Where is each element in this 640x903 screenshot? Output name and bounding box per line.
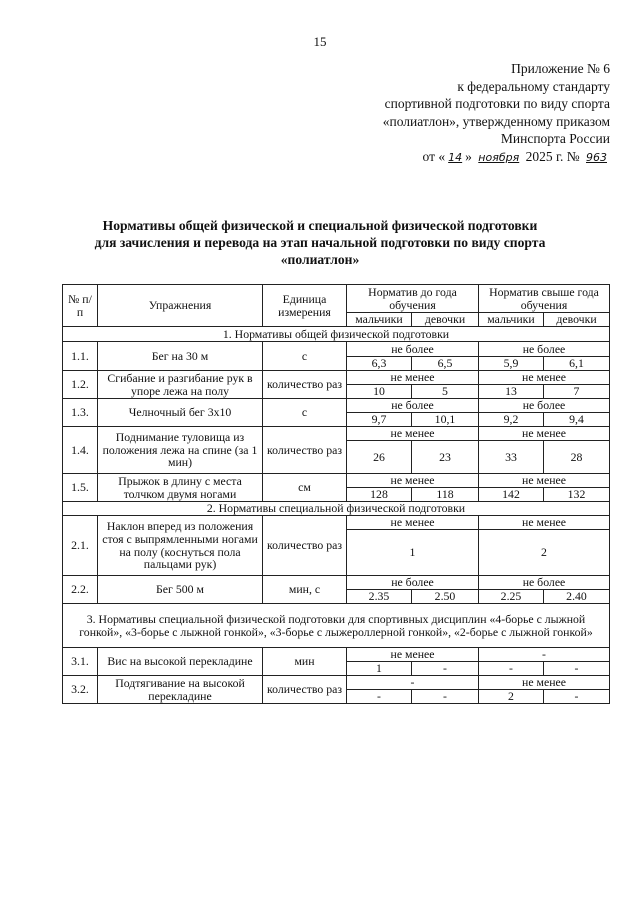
condition: не менее <box>479 676 610 690</box>
appendix-line: к федеральному стандарту <box>457 78 610 94</box>
header-girls: девочки <box>544 313 610 327</box>
condition: не менее <box>479 516 610 530</box>
value-boys-after: 33 <box>479 441 544 474</box>
value-boys-after: 2 <box>479 690 544 704</box>
row-number: 1.2. <box>63 371 98 399</box>
header-num: № п/п <box>63 285 98 327</box>
value-boys-before: 2.35 <box>347 590 412 604</box>
table-row <box>63 371 610 385</box>
table-row <box>63 648 610 662</box>
condition: не более <box>479 342 610 357</box>
condition: - <box>479 648 610 662</box>
header-unit: Единица измерения <box>263 285 347 327</box>
appendix-line: Минспорта России <box>500 131 610 147</box>
condition: не менее <box>479 474 610 488</box>
condition: не менее <box>347 648 479 662</box>
handwritten-day: 14 <box>448 150 463 164</box>
handwritten-month: ноября <box>478 150 520 164</box>
value-boys-before: 26 <box>347 441 412 474</box>
row-number: 1.3. <box>63 399 98 427</box>
unit: см <box>263 474 347 502</box>
table-row <box>63 676 610 690</box>
row-number: 3.2. <box>63 676 98 704</box>
value-girls-before: 6,5 <box>412 357 479 371</box>
title-line: для зачисления и перевода на этап начальной подготовки по виду спорта <box>94 235 546 250</box>
value-girls-after: - <box>544 690 610 704</box>
norms-table <box>62 284 610 704</box>
year-text: 2025 г. № <box>525 148 580 164</box>
exercise-name: Подтягивание на высокой перекладине <box>98 676 263 704</box>
value-boys-after: 2.25 <box>479 590 544 604</box>
value-boys-after: - <box>479 662 544 676</box>
section-heading: 3. Нормативы специальной физической подготовки для спортивных дисциплин «4-борье с лыжной гонкой», «3-борье с лыжной гонкой», «3-борье с лыжероллерной гонкой», «2-борье с лыжной гонкой» <box>63 604 610 648</box>
value-girls-after: 2.40 <box>544 590 610 604</box>
value-girls-after: 28 <box>544 441 610 474</box>
exercise-name: Наклон вперед из положения стоя с выпрямленными ногами на полу (коснуться пола пальцами рук) <box>98 516 263 576</box>
value-boys-before: 9,7 <box>347 413 412 427</box>
section-heading: 2. Нормативы специальной физической подготовки <box>63 502 610 516</box>
header-norm-before: Норматив до года обучения <box>347 285 479 313</box>
table-row <box>63 399 610 413</box>
condition: не более <box>347 576 479 590</box>
value-before: 1 <box>347 530 479 576</box>
title-line: Нормативы общей физической и специальной физической подготовки <box>102 218 538 233</box>
value-boys-after: 13 <box>479 385 544 399</box>
value-girls-before: 118 <box>412 488 479 502</box>
value-girls-before: 10,1 <box>412 413 479 427</box>
value-after: 2 <box>479 530 610 576</box>
condition: не более <box>479 576 610 590</box>
header-boys: мальчики <box>347 313 412 327</box>
row-number: 1.1. <box>63 342 98 371</box>
appendix-line: «полиатлон», утвержденному приказом <box>382 113 610 129</box>
value-girls-after: 7 <box>544 385 610 399</box>
value-boys-before: - <box>347 690 412 704</box>
table-row <box>63 516 610 530</box>
exercise-name: Бег на 30 м <box>98 342 263 371</box>
unit: с <box>263 399 347 427</box>
value-boys-after: 9,2 <box>479 413 544 427</box>
value-girls-before: 2.50 <box>412 590 479 604</box>
value-girls-after: 6,1 <box>544 357 610 371</box>
document-title <box>30 217 610 268</box>
condition: не менее <box>347 371 479 385</box>
unit: количество раз <box>263 427 347 474</box>
exercise-name: Сгибание и разгибание рук в упоре лежа на полу <box>98 371 263 399</box>
appendix-title: Приложение № 6 <box>511 61 610 76</box>
value-boys-after: 5,9 <box>479 357 544 371</box>
value-girls-before: 23 <box>412 441 479 474</box>
appendix-line: спортивной подготовки по виду спорта <box>384 96 610 112</box>
condition: не более <box>347 399 479 413</box>
unit: количество раз <box>263 676 347 704</box>
exercise-name: Вис на высокой перекладине <box>98 648 263 676</box>
unit: количество раз <box>263 516 347 576</box>
value-girls-before: 5 <box>412 385 479 399</box>
table-row <box>63 342 610 357</box>
value-boys-before: 6,3 <box>347 357 412 371</box>
header-girls: девочки <box>412 313 479 327</box>
exercise-name: Поднимание туловища из положения лежа на спине (за 1 мин) <box>98 427 263 474</box>
unit: с <box>263 342 347 371</box>
unit: количество раз <box>263 371 347 399</box>
header-boys: мальчики <box>479 313 544 327</box>
unit: мин, с <box>263 576 347 604</box>
value-girls-before: - <box>412 690 479 704</box>
unit: мин <box>263 648 347 676</box>
table-row <box>63 427 610 441</box>
condition: не менее <box>347 427 479 441</box>
condition: - <box>347 676 479 690</box>
row-number: 1.4. <box>63 427 98 474</box>
value-girls-after: 132 <box>544 488 610 502</box>
header-exercise: Упражнения <box>98 285 263 327</box>
condition: не менее <box>479 371 610 385</box>
appendix-date-line <box>310 148 610 167</box>
section-heading: 1. Нормативы общей физической подготовки <box>63 327 610 342</box>
row-number: 2.1. <box>63 516 98 576</box>
condition: не более <box>479 399 610 413</box>
table-row <box>63 576 610 590</box>
row-number: 2.2. <box>63 576 98 604</box>
row-number: 1.5. <box>63 474 98 502</box>
appendix-block <box>310 60 610 167</box>
date-mid: » <box>465 148 472 164</box>
exercise-name: Бег 500 м <box>98 576 263 604</box>
value-girls-before: - <box>412 662 479 676</box>
value-boys-after: 142 <box>479 488 544 502</box>
value-boys-before: 10 <box>347 385 412 399</box>
condition: не менее <box>347 474 479 488</box>
header-row <box>63 285 610 313</box>
exercise-name: Челночный бег 3х10 <box>98 399 263 427</box>
value-girls-after: 9,4 <box>544 413 610 427</box>
title-line: «полиатлон» <box>280 252 360 267</box>
page-number: 15 <box>313 34 327 49</box>
value-girls-after: - <box>544 662 610 676</box>
header-norm-after: Норматив свыше года обучения <box>479 285 610 313</box>
row-number: 3.1. <box>63 648 98 676</box>
value-boys-before: 1 <box>347 662 412 676</box>
value-boys-before: 128 <box>347 488 412 502</box>
table-row <box>63 474 610 488</box>
handwritten-order-number: 963 <box>586 150 607 164</box>
condition: не более <box>347 342 479 357</box>
exercise-name: Прыжок в длину с места толчком двумя ногами <box>98 474 263 502</box>
date-prefix: от « <box>422 148 446 164</box>
condition: не менее <box>347 516 479 530</box>
condition: не менее <box>479 427 610 441</box>
